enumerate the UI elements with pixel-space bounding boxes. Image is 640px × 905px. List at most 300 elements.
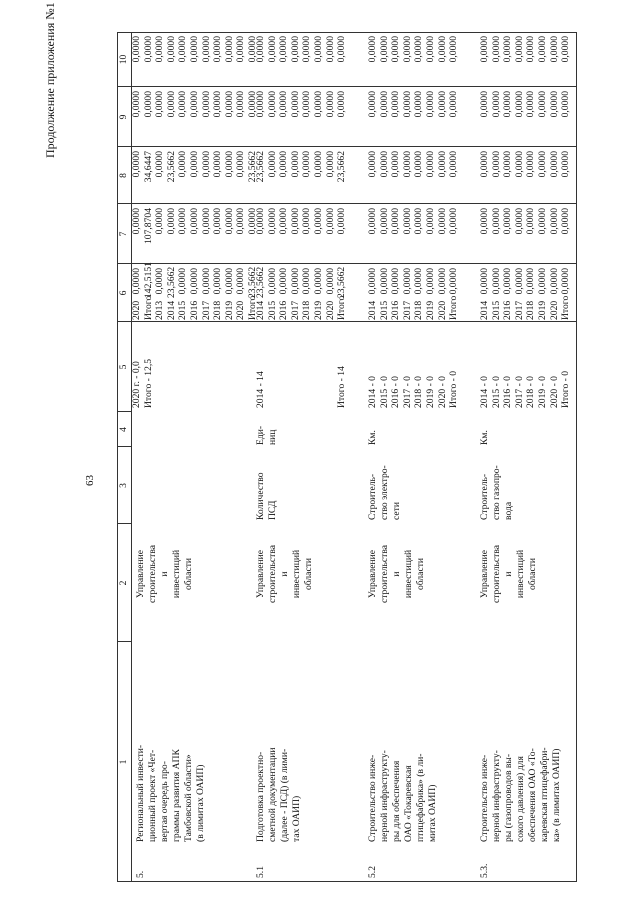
value-col6: 0,0000 — [313, 268, 324, 295]
value-col7: 0,0000 — [247, 208, 258, 235]
value-col10: 0,0000 — [479, 36, 490, 63]
year-cell: 2017 — [401, 300, 413, 320]
column-divider — [117, 86, 577, 87]
year-cell: 2014 — [367, 300, 378, 320]
value-col8: 0,0000 — [200, 151, 212, 178]
value-col7: 0,0000 — [289, 208, 301, 235]
value-col10: 0,0000 — [324, 36, 336, 63]
value-col10: 0,0000 — [448, 36, 460, 63]
executor-line: и — [503, 571, 514, 577]
value-col9: 0,0000 — [142, 91, 154, 118]
plan-line: 2016 - 0 — [502, 376, 514, 408]
value-col7: 0,0000 — [278, 208, 290, 235]
plan-line: 2020 - 0 — [548, 376, 560, 408]
column-divider — [117, 146, 577, 147]
year-cell: 2020 — [436, 300, 448, 320]
value-col6: 0,0000 — [513, 268, 525, 295]
value-col8: 0,0000 — [324, 151, 336, 178]
value-col10: 0,0000 — [425, 36, 436, 63]
value-col8: 0,0000 — [266, 151, 278, 178]
unit-line: Км. — [367, 430, 378, 445]
measure-name-line: ка» (в лимитах ОАИП) — [551, 748, 562, 842]
value-col9: 0,0000 — [448, 91, 460, 118]
plan-line: 2018 - 0 — [525, 376, 537, 408]
value-col8: 0,0000 — [367, 151, 378, 178]
value-col9: 0,0000 — [378, 91, 390, 118]
measure-name-line: Региональный инвести- — [135, 744, 146, 842]
year-cell: 2015 — [177, 300, 189, 320]
value-col6: 0,0000 — [413, 268, 425, 295]
value-col9: 0,0000 — [278, 91, 290, 118]
executor-line: Управление — [135, 549, 146, 599]
executor-line: инвестиций — [515, 549, 526, 599]
value-col6: 0,0000 — [324, 268, 336, 295]
value-col10: 0,0000 — [200, 36, 212, 63]
value-col9: 0,0000 — [490, 91, 502, 118]
value-col6: 0,0000 — [200, 268, 212, 295]
value-col10: 0,0000 — [177, 36, 189, 63]
value-col6: 0,0000 — [235, 268, 247, 295]
year-cell: 2016 — [502, 300, 514, 320]
value-col7: 0,0000 — [436, 208, 448, 235]
indicator-line: Количество — [255, 472, 266, 520]
value-col7: 0,0000 — [212, 208, 224, 235]
column-number: 6 — [118, 290, 129, 296]
rotated-table — [117, 32, 577, 882]
year-cell: 2018 — [413, 300, 425, 320]
value-col9: 0,0000 — [255, 91, 266, 118]
value-col10: 0,0000 — [513, 36, 525, 63]
value-col10: 0,0000 — [212, 36, 224, 63]
column-number: 5 — [118, 364, 129, 370]
value-col8: 0,0000 — [131, 151, 142, 178]
year-cell: 2020 — [324, 300, 336, 320]
executor-line: области — [183, 557, 194, 591]
executor-line: строительства — [147, 544, 158, 604]
executor-line: и — [159, 571, 170, 577]
executor-line: и — [391, 571, 402, 577]
measure-name-line: нерной инфраструкту- — [491, 750, 502, 842]
value-col8: 0,0000 — [177, 151, 189, 178]
value-col8: 0,0000 — [525, 151, 537, 178]
value-col7: 0,0000 — [378, 208, 390, 235]
year-cell: 2016 — [189, 300, 200, 320]
column-number: 9 — [118, 114, 129, 120]
plan-line: 2017 - 0 — [513, 376, 525, 408]
measure-name-line: (далее - ПСД) (в лими- — [279, 748, 290, 842]
year-cell: 2019 — [223, 300, 235, 320]
page-number: 63 — [84, 475, 96, 486]
value-col6: 0,0000 — [223, 268, 235, 295]
year-cell: 2019 — [313, 300, 324, 320]
value-col10: 0,0000 — [142, 36, 154, 63]
year-cell: Итого — [336, 295, 348, 320]
value-col8: 0,0000 — [189, 151, 200, 178]
executor-line: инвестиций — [171, 549, 182, 599]
value-col9: 0,0000 — [324, 91, 336, 118]
value-col7: 0,0000 — [425, 208, 436, 235]
value-col8: 34,6447 — [142, 151, 154, 183]
column-divider — [117, 203, 577, 204]
value-col7: 0,0000 — [131, 208, 142, 235]
value-col7: 0,0000 — [390, 208, 402, 235]
value-col10: 0,0000 — [436, 36, 448, 63]
executor-line: области — [415, 557, 426, 591]
value-col8: 0,0000 — [448, 151, 460, 178]
value-col9: 0,0000 — [548, 91, 560, 118]
value-col8: 0,0000 — [223, 151, 235, 178]
value-col6: 0,0000 — [378, 268, 390, 295]
plan-line: 2016 - 0 — [390, 376, 402, 408]
value-col9: 0,0000 — [425, 91, 436, 118]
value-col10: 0,0000 — [235, 36, 247, 63]
value-col7: 0,0000 — [513, 208, 525, 235]
year-cell: 2020 — [548, 300, 560, 320]
value-col6: 0,0000 — [301, 268, 313, 295]
value-col6: 0,0000 — [525, 268, 537, 295]
plan-line: Итого - 12,5 — [142, 358, 154, 408]
value-col9: 0,0000 — [212, 91, 224, 118]
value-col8: 0,0000 — [502, 151, 514, 178]
executor-line: Управление — [479, 549, 490, 599]
value-col8: 0,0000 — [401, 151, 413, 178]
value-col8: 0,0000 — [436, 151, 448, 178]
value-col7: 0,0000 — [200, 208, 212, 235]
table-left-border — [117, 881, 577, 882]
value-col6: 0,0000 — [212, 268, 224, 295]
value-col8: 0,0000 — [154, 151, 166, 178]
value-col7: 0,0000 — [336, 208, 348, 235]
value-col7: 0,0000 — [479, 208, 490, 235]
measure-name-line: сметной документации — [267, 747, 278, 842]
year-cell: 2017 — [200, 300, 212, 320]
measure-name-line: Строительство инже- — [367, 754, 378, 842]
value-col10: 0,0000 — [367, 36, 378, 63]
column-divider — [117, 263, 577, 264]
value-col6: 0,0000 — [177, 268, 189, 295]
year-cell: 2013 — [154, 300, 166, 320]
value-col9: 0,0000 — [560, 91, 572, 118]
value-col9: 0,0000 — [537, 91, 548, 118]
value-col9: 0,0000 — [154, 91, 166, 118]
measure-name-line: Тамбовской области» — [183, 754, 194, 842]
value-col6: 0,0000 — [448, 268, 460, 295]
value-col7: 0,0000 — [189, 208, 200, 235]
value-col7: 0,0000 — [223, 208, 235, 235]
value-col10: 0,0000 — [278, 36, 290, 63]
value-col9: 0,0000 — [436, 91, 448, 118]
plan-line: 2014 - 14 — [255, 371, 266, 408]
value-col9: 0,0000 — [313, 91, 324, 118]
year-cell: Итого — [142, 295, 154, 320]
value-col8: 0,0000 — [413, 151, 425, 178]
value-col9: 0,0000 — [223, 91, 235, 118]
measure-name-line: ОАО «Токаревская — [403, 765, 414, 842]
value-col10: 0,0000 — [247, 36, 258, 63]
value-col10: 0,0000 — [336, 36, 348, 63]
value-col10: 0,0000 — [502, 36, 514, 63]
measure-name-line: ры для обеспечения — [391, 760, 402, 842]
measure-name-line: каревская птицефабри- — [539, 747, 550, 842]
value-col8: 23,5662 — [336, 151, 348, 183]
plan-line: 2019 - 0 — [425, 376, 436, 408]
value-col9: 0,0000 — [413, 91, 425, 118]
measure-name-line: (в лимитах ОАИП) — [195, 764, 206, 842]
year-cell: 2020 — [131, 300, 142, 320]
value-col9: 0,0000 — [525, 91, 537, 118]
value-col9: 0,0000 — [401, 91, 413, 118]
measure-name-line: граммы развития АПК — [171, 749, 182, 842]
table-right-border — [117, 32, 577, 33]
value-col6: 23,5662 — [336, 266, 348, 298]
value-col9: 0,0000 — [367, 91, 378, 118]
year-cell: 2015 — [266, 300, 278, 320]
value-col7: 0,0000 — [525, 208, 537, 235]
value-col7: 0,0000 — [266, 208, 278, 235]
value-col10: 0,0000 — [413, 36, 425, 63]
plan-line: 2017 - 0 — [401, 376, 413, 408]
plan-line: 2015 - 0 — [490, 376, 502, 408]
value-col8: 23,5662 — [255, 151, 266, 183]
unit-line: Км. — [479, 430, 490, 445]
value-col6: 0,0000 — [425, 268, 436, 295]
plan-line: 2020 г. - 0,0 — [131, 361, 142, 408]
measure-name-line: птицефабрика» (в ли- — [415, 753, 426, 842]
column-divider — [117, 321, 577, 322]
value-col6: 0,0000 — [266, 268, 278, 295]
value-col7: 0,0000 — [324, 208, 336, 235]
year-cell: 2019 — [537, 300, 548, 320]
column-number: 2 — [118, 580, 129, 586]
value-col10: 0,0000 — [223, 36, 235, 63]
value-col7: 0,0000 — [537, 208, 548, 235]
indicator-line: сети — [391, 502, 402, 520]
measure-name-line: ционный проект «Чет- — [147, 749, 158, 842]
value-col7: 0,0000 — [560, 208, 572, 235]
value-col10: 0,0000 — [548, 36, 560, 63]
indicator-line: Строитель- — [367, 473, 378, 520]
value-col9: 0,0000 — [266, 91, 278, 118]
year-cell: 2014 — [165, 300, 177, 320]
value-col6: 0,0000 — [401, 268, 413, 295]
year-cell: 2014 — [479, 300, 490, 320]
year-cell: 2019 — [425, 300, 436, 320]
row-number: 5.2 — [367, 866, 378, 878]
value-col6: 0,0000 — [537, 268, 548, 295]
row-number: 5.3. — [479, 863, 490, 878]
plan-line: Итого - 14 — [336, 366, 348, 408]
value-col10: 0,0000 — [266, 36, 278, 63]
value-col7: 0,0000 — [255, 208, 266, 235]
value-col10: 0,0000 — [378, 36, 390, 63]
value-col7: 0,0000 — [401, 208, 413, 235]
plan-line: Итого - 0 — [560, 370, 572, 408]
value-col10: 0,0000 — [165, 36, 177, 63]
value-col10: 0,0000 — [560, 36, 572, 63]
year-cell: 2015 — [378, 300, 390, 320]
column-number: 4 — [118, 427, 129, 432]
value-col6: 0,0000 — [479, 268, 490, 295]
value-col7: 0,0000 — [367, 208, 378, 235]
value-col9: 0,0000 — [289, 91, 301, 118]
executor-line: строительства — [491, 544, 502, 604]
indicator-line: вода — [503, 501, 514, 520]
value-col8: 0,0000 — [289, 151, 301, 178]
value-col9: 0,0000 — [502, 91, 514, 118]
value-col7: 0,0000 — [502, 208, 514, 235]
value-col6: 0,0000 — [189, 268, 200, 295]
value-col6: 0,0000 — [502, 268, 514, 295]
value-col8: 0,0000 — [548, 151, 560, 178]
value-col6: 23,5662 — [165, 266, 177, 298]
value-col8: 0,0000 — [479, 151, 490, 178]
value-col6: 0,0000 — [154, 268, 166, 295]
value-col9: 0,0000 — [513, 91, 525, 118]
column-number: 8 — [118, 173, 129, 178]
value-col9: 0,0000 — [189, 91, 200, 118]
year-cell: 2018 — [301, 300, 313, 320]
plan-line: 2018 - 0 — [413, 376, 425, 408]
executor-line: Управление — [367, 549, 378, 599]
value-col10: 0,0000 — [537, 36, 548, 63]
value-col6: 0,0000 — [390, 268, 402, 295]
value-col9: 0,0000 — [165, 91, 177, 118]
value-col10: 0,0000 — [255, 36, 266, 63]
executor-line: строительства — [379, 544, 390, 604]
value-col8: 23,5662 — [165, 151, 177, 183]
value-col6: 23,5662 — [247, 266, 258, 298]
value-col10: 0,0000 — [390, 36, 402, 63]
plan-line: 2015 - 0 — [378, 376, 390, 408]
value-col9: 0,0000 — [336, 91, 348, 118]
value-col9: 0,0000 — [301, 91, 313, 118]
value-col6: 23,5662 — [255, 266, 266, 298]
value-col7: 0,0000 — [413, 208, 425, 235]
value-col8: 0,0000 — [425, 151, 436, 178]
unit-line: Еди- — [255, 425, 266, 445]
value-col9: 0,0000 — [200, 91, 212, 118]
year-cell: 2018 — [525, 300, 537, 320]
value-col6: 0,0000 — [289, 268, 301, 295]
value-col9: 0,0000 — [131, 91, 142, 118]
value-col6: 0,0000 — [548, 268, 560, 295]
value-col8: 0,0000 — [212, 151, 224, 178]
value-col10: 0,0000 — [525, 36, 537, 63]
value-col10: 0,0000 — [154, 36, 166, 63]
value-col8: 0,0000 — [313, 151, 324, 178]
value-col8: 23,5662 — [247, 151, 258, 183]
indicator-line: ПСД — [267, 500, 278, 520]
value-col7: 0,0000 — [177, 208, 189, 235]
value-col6: 142,5151 — [142, 262, 154, 298]
column-number: 1 — [118, 759, 129, 765]
value-col9: 0,0000 — [247, 91, 258, 118]
executor-line: строительства — [267, 544, 278, 604]
measure-name-line: Строительство инже- — [479, 754, 490, 842]
year-cell: 2017 — [289, 300, 301, 320]
measure-name-line: нерной инфраструкту- — [379, 750, 390, 842]
row-number: 5. — [135, 870, 146, 878]
measure-name-line: тах ОАИП) — [291, 795, 302, 842]
executor-line: инвестиций — [403, 549, 414, 599]
value-col7: 0,0000 — [165, 208, 177, 235]
executor-line: инвестиций — [291, 549, 302, 599]
value-col8: 0,0000 — [490, 151, 502, 178]
year-cell: 2015 — [490, 300, 502, 320]
indicator-line: Строитель- — [479, 473, 490, 520]
value-col7: 0,0000 — [548, 208, 560, 235]
value-col6: 0,0000 — [560, 268, 572, 295]
year-cell: Итого — [560, 295, 572, 320]
value-col7: 0,0000 — [490, 208, 502, 235]
value-col9: 0,0000 — [177, 91, 189, 118]
value-col8: 0,0000 — [278, 151, 290, 178]
measure-name-line: вертая очередь про- — [159, 761, 170, 842]
measure-name-line: митах ОАИП) — [427, 784, 438, 842]
value-col7: 0,0000 — [154, 208, 166, 235]
executor-line: и — [279, 571, 290, 577]
column-number: 10 — [118, 54, 129, 65]
value-col8: 0,0000 — [378, 151, 390, 178]
indicator-line: ство электро- — [379, 465, 390, 520]
year-cell: 2016 — [390, 300, 402, 320]
year-cell: Итого — [448, 295, 460, 320]
row-number: 5.1 — [255, 866, 266, 878]
value-col6: 0,0000 — [131, 268, 142, 295]
continuation-title: Продолжение приложения №1 — [43, 2, 57, 158]
value-col10: 0,0000 — [289, 36, 301, 63]
value-col10: 0,0000 — [131, 36, 142, 63]
plan-line: Итого - 0 — [448, 370, 460, 408]
value-col10: 0,0000 — [401, 36, 413, 63]
measure-name-line: сокого давления) для — [515, 756, 526, 842]
value-col8: 0,0000 — [390, 151, 402, 178]
year-cell: 2016 — [278, 300, 290, 320]
value-col9: 0,0000 — [479, 91, 490, 118]
plan-line: 2020 - 0 — [436, 376, 448, 408]
value-col7: 0,0000 — [301, 208, 313, 235]
value-col6: 0,0000 — [490, 268, 502, 295]
value-col9: 0,0000 — [390, 91, 402, 118]
year-cell: Итого — [247, 295, 258, 320]
value-col7: 107,8704 — [142, 208, 154, 244]
measure-name-line: Подготовка проектно- — [255, 751, 266, 842]
value-col6: 0,0000 — [278, 268, 290, 295]
value-col7: 0,0000 — [235, 208, 247, 235]
executor-line: области — [527, 557, 538, 591]
value-col8: 0,0000 — [560, 151, 572, 178]
value-col7: 0,0000 — [448, 208, 460, 235]
unit-line: ниц — [267, 429, 278, 445]
column-number: 7 — [118, 231, 129, 237]
value-col6: 0,0000 — [367, 268, 378, 295]
value-col10: 0,0000 — [189, 36, 200, 63]
value-col8: 0,0000 — [301, 151, 313, 178]
year-cell: 2014 — [255, 300, 266, 320]
year-cell: 2017 — [513, 300, 525, 320]
value-col6: 0,0000 — [436, 268, 448, 295]
value-col8: 0,0000 — [537, 151, 548, 178]
value-col9: 0,0000 — [235, 91, 247, 118]
year-cell: 2018 — [212, 300, 224, 320]
executor-line: Управление — [255, 549, 266, 599]
value-col8: 0,0000 — [235, 151, 247, 178]
plan-line: 2019 - 0 — [537, 376, 548, 408]
plan-line: 2014 - 0 — [367, 376, 378, 408]
measure-name-line: ры (газопроводов вы- — [503, 753, 514, 842]
column-number: 3 — [118, 483, 129, 488]
value-col7: 0,0000 — [313, 208, 324, 235]
